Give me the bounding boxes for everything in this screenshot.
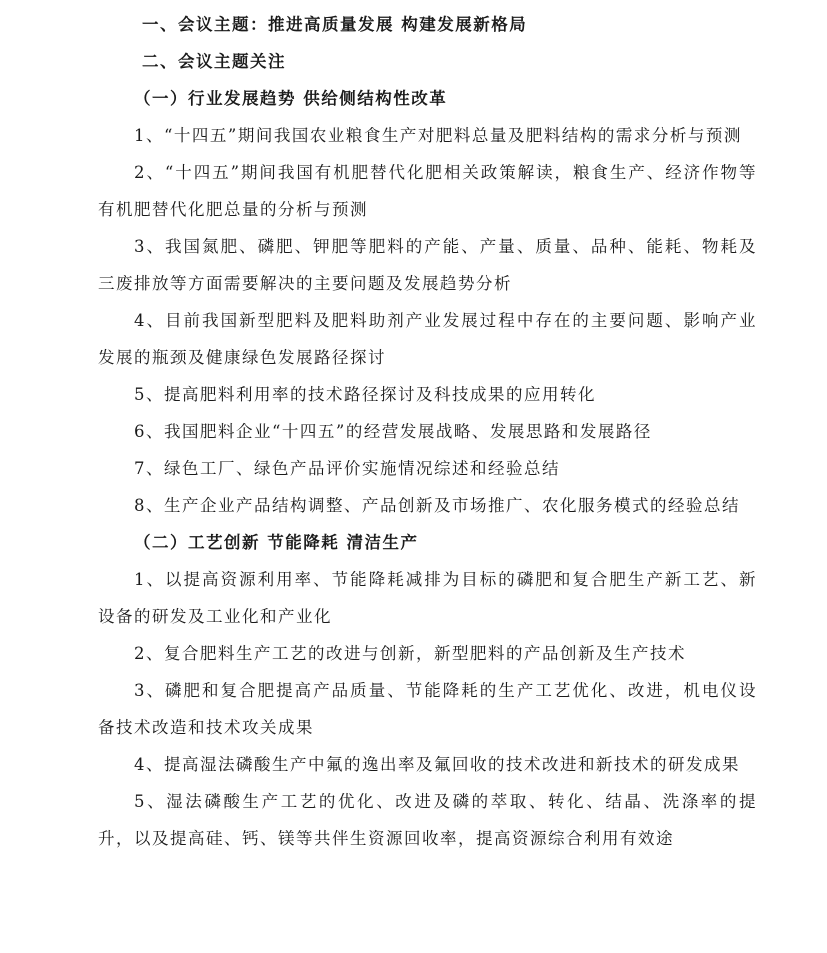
- list-item: 5、提高肥料利用率的技术路径探讨及科技成果的应用转化: [134, 385, 596, 404]
- section2-title: 二、会议主题关注: [142, 52, 286, 71]
- list-item: 7、绿色工厂、绿色产品评价实施情况综述和经验总结: [134, 459, 560, 478]
- list-item: 8、生产企业产品结构调整、产品创新及市场推广、农化服务模式的经验总结: [134, 496, 740, 515]
- list-item: 2、复合肥料生产工艺的改进与创新，新型肥料的产品创新及生产技术: [134, 644, 686, 663]
- list-item: 1、“十四五”期间我国农业粮食生产对肥料总量及肥料结构的需求分析与预测: [134, 126, 742, 145]
- list-item: 4、目前我国新型肥料及肥料助剂产业发展过程中存在的主要问题、影响产业发展的瓶颈及健康绿色发展路径探讨: [98, 311, 757, 367]
- list-item: 3、我国氮肥、磷肥、钾肥等肥料的产能、产量、质量、品种、能耗、物耗及三废排放等方面需要解决的主要问题及发展趋势分析: [98, 237, 757, 293]
- subsection1-title: （一）行业发展趋势 供给侧结构性改革: [134, 89, 448, 108]
- list-item: 2、“十四五”期间我国有机肥替代化肥相关政策解读，粮食生产、经济作物等有机肥替代化肥总量的分析与预测: [98, 163, 757, 219]
- list-item: 5、湿法磷酸生产工艺的优化、改进及磷的萃取、转化、结晶、洗涤率的提升，以及提高硅、钙、镁等共伴生资源回收率，提高资源综合利用有效途: [98, 792, 757, 848]
- list-item: 3、磷肥和复合肥提高产品质量、节能降耗的生产工艺优化、改进，机电仪设备技术改造和技术攻关成果: [98, 681, 757, 737]
- section1-title: 一、会议主题：推进高质量发展 构建发展新格局: [142, 15, 528, 34]
- list-item: 6、我国肥料企业“十四五”的经营发展战略、发展思路和发展路径: [134, 422, 652, 441]
- list-item: 1、以提高资源利用率、节能降耗减排为目标的磷肥和复合肥生产新工艺、新设备的研发及工业化和产业化: [98, 570, 757, 626]
- subsection2-title: （二）工艺创新 节能降耗 清洁生产: [134, 533, 419, 552]
- list-item: 4、提高湿法磷酸生产中氟的逸出率及氟回收的技术改进和新技术的研发成果: [134, 755, 740, 774]
